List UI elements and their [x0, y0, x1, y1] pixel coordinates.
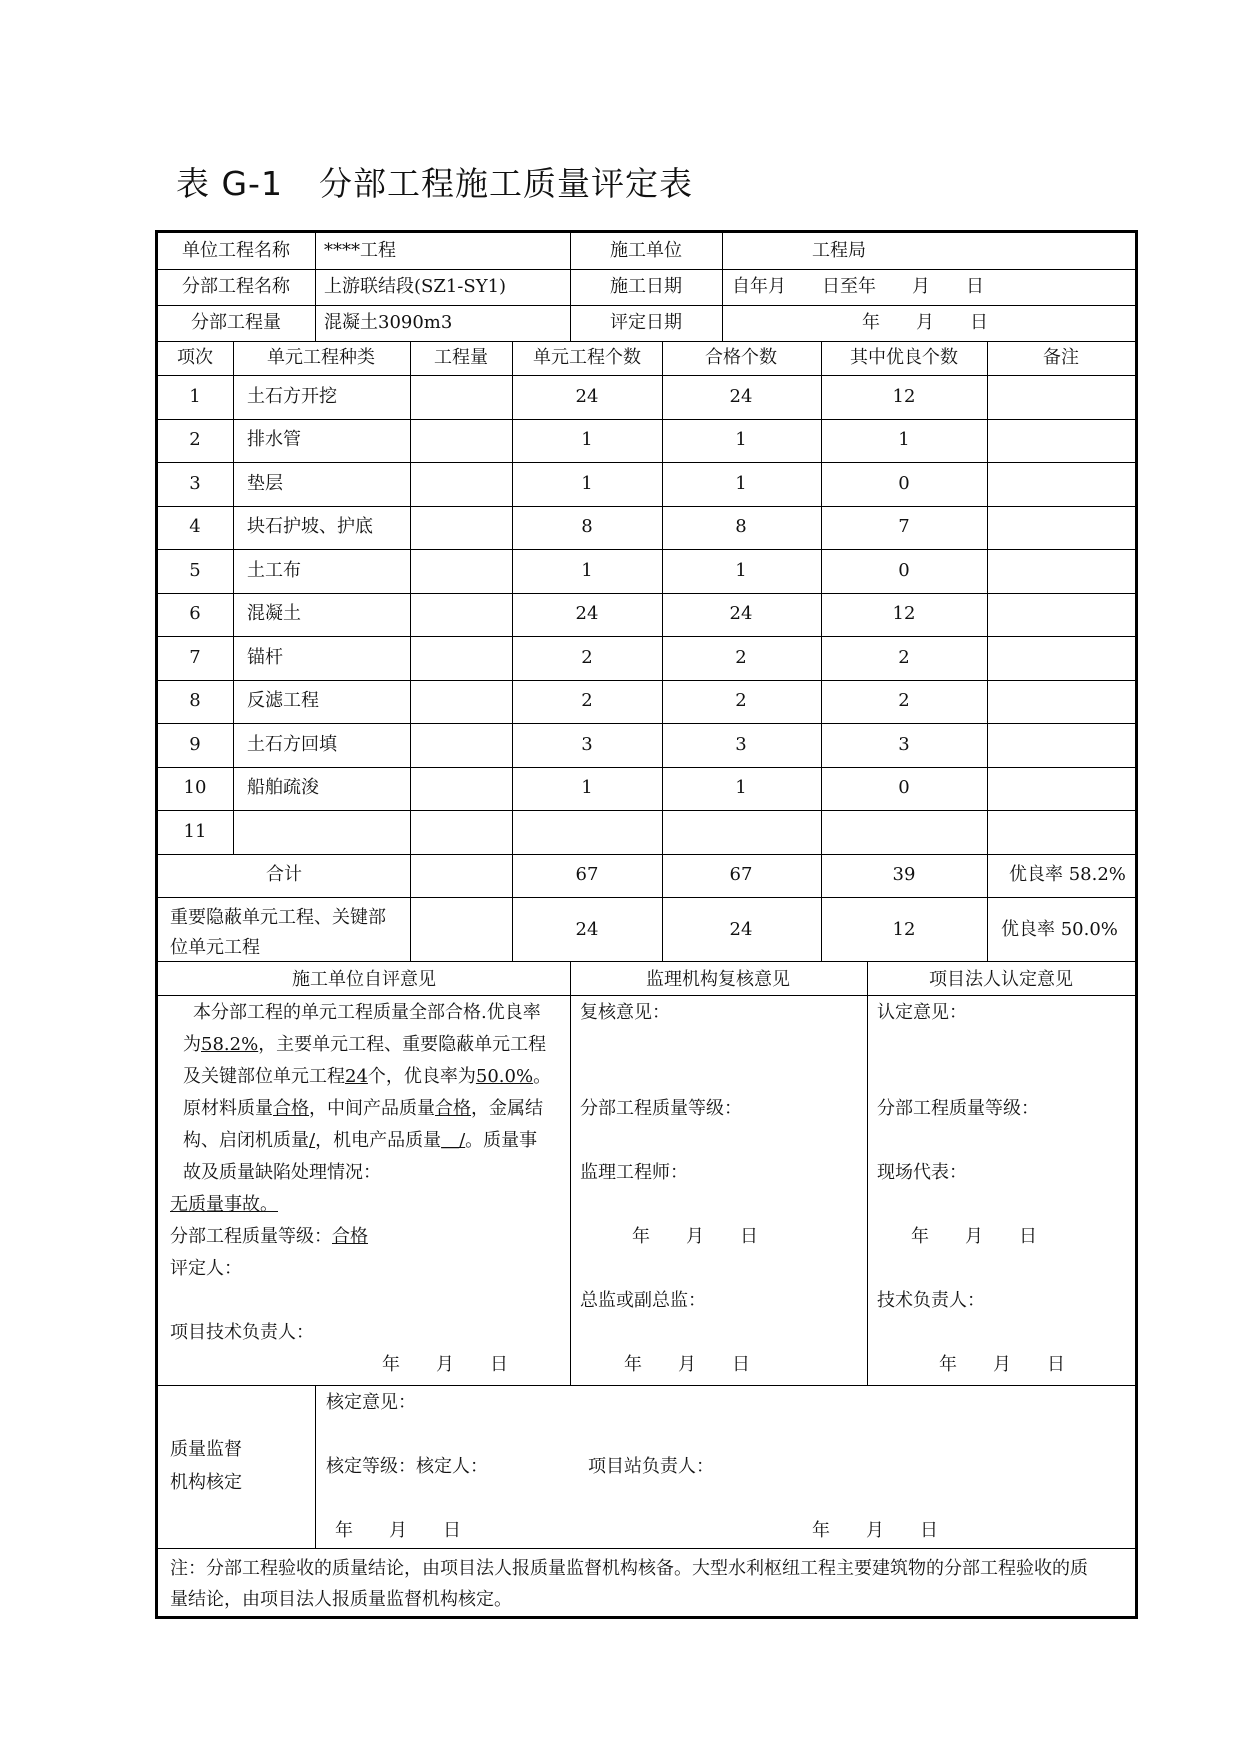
row-type: 土工布	[247, 560, 301, 581]
eval-date-value: 年 月 日	[862, 312, 988, 333]
text: 原材料质量	[183, 1098, 273, 1119]
grade-value: 合格	[332, 1226, 368, 1247]
row-good: 0	[898, 473, 910, 494]
owner-rep: 现场代表：	[877, 1162, 967, 1183]
contractor-label: 施工单位	[610, 240, 682, 261]
owner-grade: 分部工程质量等级：	[877, 1098, 1039, 1119]
owner-title: 项目法人认定意见	[929, 969, 1073, 990]
self-eval-date: 年 月 日	[382, 1354, 508, 1375]
electrical-quality: ＿/	[441, 1130, 466, 1151]
key-label-2: 位单元工程	[170, 937, 260, 958]
self-eval-line: 故及质量缺陷处理情况：	[183, 1162, 381, 1183]
self-eval-line	[170, 1227, 368, 1247]
construction-date-label: 施工日期	[610, 276, 682, 297]
self-eval-line	[183, 1067, 551, 1087]
supervisor-grade: 分部工程质量等级：	[580, 1098, 742, 1119]
row-count: 1	[581, 473, 593, 494]
total-note: 优良率 58.2%	[1009, 864, 1126, 885]
text: ，机电产品质量	[315, 1130, 442, 1151]
row-no: 2	[189, 429, 201, 450]
agency-label-1: 质量监督	[170, 1439, 242, 1460]
agency-opinion: 核定意见：	[326, 1392, 416, 1413]
text: 构、启闭机质量	[183, 1130, 309, 1151]
text: 及关键部位单元工程	[183, 1066, 345, 1087]
text: ，金属结	[471, 1098, 543, 1119]
sub-project-label: 分部工程名称	[182, 276, 290, 297]
row-pass: 1	[735, 429, 747, 450]
row-good: 3	[898, 734, 910, 755]
text: 为	[183, 1034, 201, 1055]
text: 个，优良率为	[367, 1066, 476, 1087]
key-note: 优良率 50.0%	[1001, 919, 1118, 940]
row-type: 排水管	[247, 429, 301, 450]
agency-grade: 核定等级：核定人：	[326, 1456, 488, 1477]
key-count: 24	[575, 919, 599, 940]
form-name: 分部工程施工质量评定表	[318, 164, 693, 203]
row-count: 3	[581, 734, 593, 755]
row-good: 2	[898, 690, 910, 711]
row-pass: 24	[729, 603, 753, 624]
evaluation-table	[155, 230, 1138, 1619]
row-count: 1	[581, 429, 593, 450]
col-header-no: 项次	[177, 347, 213, 368]
self-eval-line	[183, 1035, 546, 1055]
owner-confirm: 认定意见：	[877, 1002, 967, 1023]
row-no: 6	[189, 603, 201, 624]
row-pass: 2	[735, 690, 747, 711]
self-eval-line: 本分部工程的单元工程质量全部合格.优良率	[193, 1002, 541, 1023]
row-good: 7	[898, 516, 910, 537]
key-rate-value: 50.0%	[475, 1066, 534, 1087]
metal-quality: /	[309, 1130, 316, 1151]
quantity-value: 混凝土3090m3	[324, 312, 453, 333]
agency-label-2: 机构核定	[170, 1472, 242, 1493]
col-header-note: 备注	[1043, 347, 1079, 368]
col-header-type: 单元工程种类	[267, 347, 375, 368]
text: 。	[533, 1066, 552, 1087]
total-count: 67	[575, 864, 599, 885]
row-good: 2	[898, 647, 910, 668]
row-type: 土石方开挖	[247, 386, 337, 407]
supervisor-chief: 总监或副总监：	[580, 1290, 706, 1311]
row-pass: 24	[729, 386, 753, 407]
material-quality: 合格	[273, 1098, 309, 1119]
agency-date-2: 年 月 日	[812, 1520, 938, 1541]
row-good: 0	[898, 777, 910, 798]
supervisor-date-1: 年 月 日	[632, 1226, 758, 1247]
col-header-pass: 合格个数	[705, 347, 777, 368]
page-title	[176, 158, 693, 205]
row-good: 12	[892, 386, 916, 407]
footnote-line-1: 注：分部工程验收的质量结论，由项目法人报质量监督机构核备。大型水利枢纽工程主要建筑物的分部工程验收的质	[170, 1558, 1088, 1579]
row-count: 2	[581, 647, 593, 668]
evaluator-label: 评定人：	[170, 1258, 242, 1279]
good-rate-value: 58.2%	[201, 1034, 259, 1055]
supervisor-engineer: 监理工程师：	[580, 1162, 688, 1183]
row-pass: 1	[735, 473, 747, 494]
form-code: 表 G-1	[176, 164, 283, 203]
agency-date-1: 年 月 日	[335, 1520, 461, 1541]
text: ，中间产品质量	[309, 1098, 435, 1119]
text: ，主要单元工程、重要隐蔽单元工程	[258, 1034, 547, 1055]
row-no: 10	[183, 777, 207, 798]
supervisor-title: 监理机构复核意见	[646, 969, 790, 990]
self-eval-title: 施工单位自评意见	[292, 969, 436, 990]
row-no: 7	[189, 647, 201, 668]
col-header-count: 单元工程个数	[533, 347, 641, 368]
row-type: 锚杆	[247, 647, 283, 668]
row-no: 8	[189, 690, 201, 711]
row-count: 2	[581, 690, 593, 711]
row-count: 1	[581, 777, 593, 798]
row-pass: 8	[735, 516, 747, 537]
owner-date-1: 年 月 日	[911, 1226, 1037, 1247]
supervisor-date-2: 年 月 日	[624, 1354, 750, 1375]
row-no: 4	[189, 516, 201, 537]
intermediate-quality: 合格	[435, 1098, 471, 1119]
row-no: 1	[189, 386, 201, 407]
row-no: 11	[183, 821, 207, 842]
owner-tech: 技术负责人：	[877, 1290, 985, 1311]
row-count: 24	[575, 603, 599, 624]
key-label-1: 重要隐蔽单元工程、关键部	[170, 907, 386, 928]
row-pass: 1	[735, 560, 747, 581]
row-type: 反滤工程	[247, 690, 319, 711]
eval-date-label: 评定日期	[610, 312, 682, 333]
col-header-good: 其中优良个数	[850, 347, 958, 368]
row-no: 3	[189, 473, 201, 494]
agency-station: 项目站负责人：	[588, 1456, 714, 1477]
row-good: 0	[898, 560, 910, 581]
row-count: 1	[581, 560, 593, 581]
contractor-value: 工程局	[812, 240, 866, 261]
row-type: 船舶疏浚	[247, 777, 319, 798]
total-pass: 67	[729, 864, 753, 885]
tech-lead-label: 项目技术负责人：	[170, 1322, 314, 1343]
row-no: 9	[189, 734, 201, 755]
self-eval-line	[183, 1099, 543, 1119]
total-label: 合计	[266, 864, 302, 885]
sub-project-value: 上游联结段(SZ1-SY1)	[324, 276, 507, 297]
row-pass: 3	[735, 734, 747, 755]
row-type: 垫层	[247, 473, 283, 494]
col-header-quantity: 工程量	[434, 347, 488, 368]
unit-project-value: ****工程	[324, 240, 396, 261]
self-eval-line	[183, 1131, 537, 1151]
footnote-line-2: 量结论，由项目法人报质量监督机构核定。	[170, 1589, 512, 1610]
total-good: 39	[892, 864, 916, 885]
row-pass: 1	[735, 777, 747, 798]
row-type: 土石方回填	[247, 734, 337, 755]
construction-date-value: 自年月 日至年 月 日	[732, 276, 984, 297]
key-pass: 24	[729, 919, 753, 940]
row-count: 24	[575, 386, 599, 407]
row-good: 1	[898, 429, 910, 450]
row-pass: 2	[735, 647, 747, 668]
row-good: 12	[892, 603, 916, 624]
quantity-label: 分部工程量	[191, 312, 281, 333]
text: 分部工程质量等级：	[170, 1226, 332, 1247]
row-type: 混凝土	[247, 603, 301, 624]
key-good: 12	[892, 919, 916, 940]
supervisor-review: 复核意见：	[580, 1002, 670, 1023]
accident-status: 无质量事故。	[170, 1194, 278, 1215]
owner-date-2: 年 月 日	[939, 1354, 1065, 1375]
row-no: 5	[189, 560, 201, 581]
key-count-value: 24	[345, 1066, 368, 1087]
text: 。质量事	[465, 1130, 538, 1151]
row-count: 8	[581, 516, 593, 537]
row-type: 块石护坡、护底	[247, 516, 373, 537]
unit-project-label: 单位工程名称	[182, 240, 290, 261]
